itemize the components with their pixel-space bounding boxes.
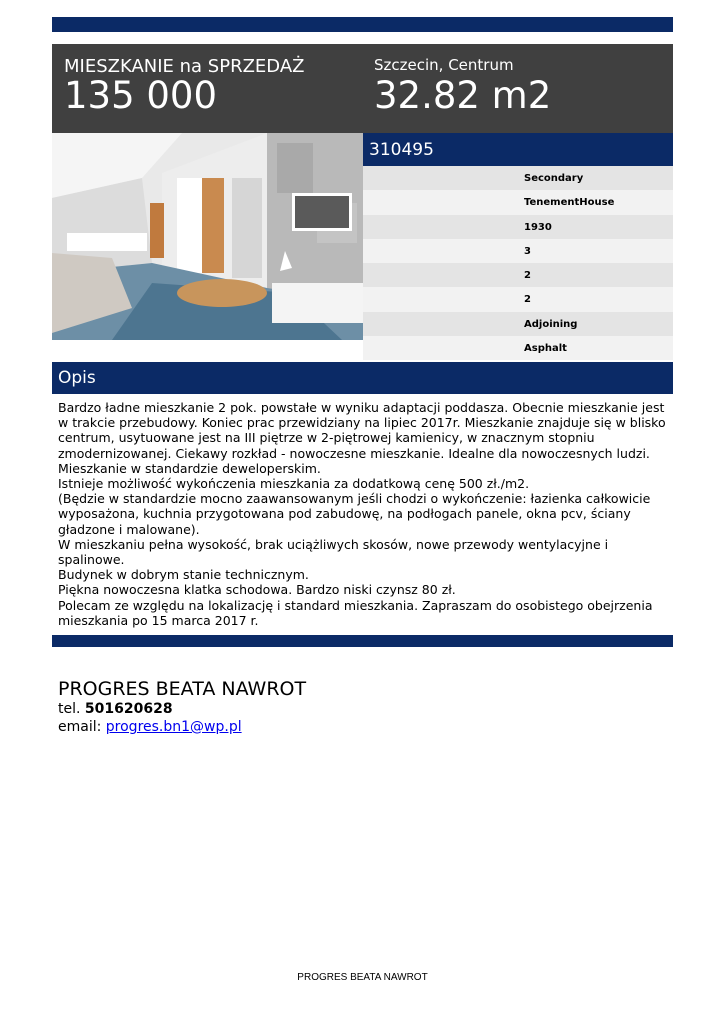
- listing-location: Szczecin, Centrum: [374, 56, 514, 74]
- description-text: [58, 400, 670, 628]
- description-paragraph: Istnieje możliwość wykończenia mieszkania za dodatkową cenę 500 zł./m2.: [58, 476, 530, 492]
- property-value: 2: [524, 270, 531, 282]
- description-paragraph: (Będzie w standardzie mocno zaawansowanym jeśli chodzi o wykończenie: łazienka całkowicie wyposażona, kuchnia przygotowana pod zabudowę, na podłogach panele, okna pcv, ściany gładzone i malowane).: [58, 491, 651, 537]
- top-accent-bar: [52, 17, 673, 32]
- page-footer: PROGRES BEATA NAWROT: [297, 972, 428, 983]
- email-line: [58, 718, 306, 736]
- bottom-accent-bar: [52, 635, 673, 647]
- property-value: 1930: [524, 221, 552, 233]
- contact-block: [58, 678, 306, 736]
- listing-type: MIESZKANIE na SPRZEDAŻ: [64, 56, 305, 77]
- apartment-photo: [52, 133, 363, 340]
- description-paragraph: Mieszkanie w standardzie deweloperskim.: [58, 460, 321, 476]
- property-row: [363, 215, 673, 239]
- property-row: [363, 166, 673, 190]
- property-value: TenementHouse: [524, 197, 615, 209]
- description-paragraph: Polecam ze względu na lokalizację i standard mieszkania. Zapraszam do osobistego obejrzenia mieszkania po 15 marca 2017 r.: [58, 597, 653, 628]
- property-row: [363, 239, 673, 263]
- listing-id-bar: [363, 133, 673, 166]
- listing-price: 135 000: [64, 74, 218, 117]
- description-header: [52, 362, 673, 394]
- phone-number: 501620628: [84, 701, 173, 717]
- agency-name: PROGRES BEATA NAWROT: [58, 678, 307, 700]
- description-paragraph: Budynek w dobrym stanie technicznym.: [58, 567, 309, 583]
- property-value: 2: [524, 294, 531, 306]
- property-value: 3: [524, 245, 531, 257]
- description-title: Opis: [58, 368, 96, 388]
- property-row: [363, 190, 673, 214]
- listing-header: [52, 44, 673, 133]
- description-paragraph: Bardzo ładne mieszkanie 2 pok. powstałe w wyniku adaptacji poddasza. Obecnie mieszkanie jest w trakcie przebudowy. Koniec prac przewidziany na lipiec 2017r. Mieszkanie znajduje się w blisko centrum, usytuowane jest na III piętrze w 2-piętrowej kamienicy, w znacznym stopniu zmodernizowanej. Ciekawy rozkład - nowoczesne mieszkanie. Idealne dla nowoczesnych ludzi.: [58, 400, 666, 461]
- property-list: [363, 166, 673, 360]
- email-label: email:: [58, 719, 102, 735]
- property-value: Adjoining: [524, 318, 578, 330]
- listing-id: 310495: [369, 140, 434, 160]
- property-value: Asphalt: [524, 343, 567, 355]
- email-link[interactable]: progres.bn1@wp.pl: [105, 719, 242, 735]
- property-row: [363, 287, 673, 311]
- listing-area: 32.82 m2: [374, 74, 552, 117]
- phone-line: [58, 700, 306, 718]
- property-value: Secondary: [524, 173, 584, 184]
- property-row: [363, 312, 673, 336]
- description-paragraph: Piękna nowoczesna klatka schodowa. Bardzo niski czynsz 80 zł.: [58, 582, 456, 598]
- property-row: [363, 263, 673, 287]
- phone-label: tel.: [58, 701, 81, 717]
- description-paragraph: W mieszkaniu pełna wysokość, brak uciążliwych skosów, nowe przewody wentylacyjne i spalinowe.: [58, 536, 609, 568]
- property-row: [363, 336, 673, 360]
